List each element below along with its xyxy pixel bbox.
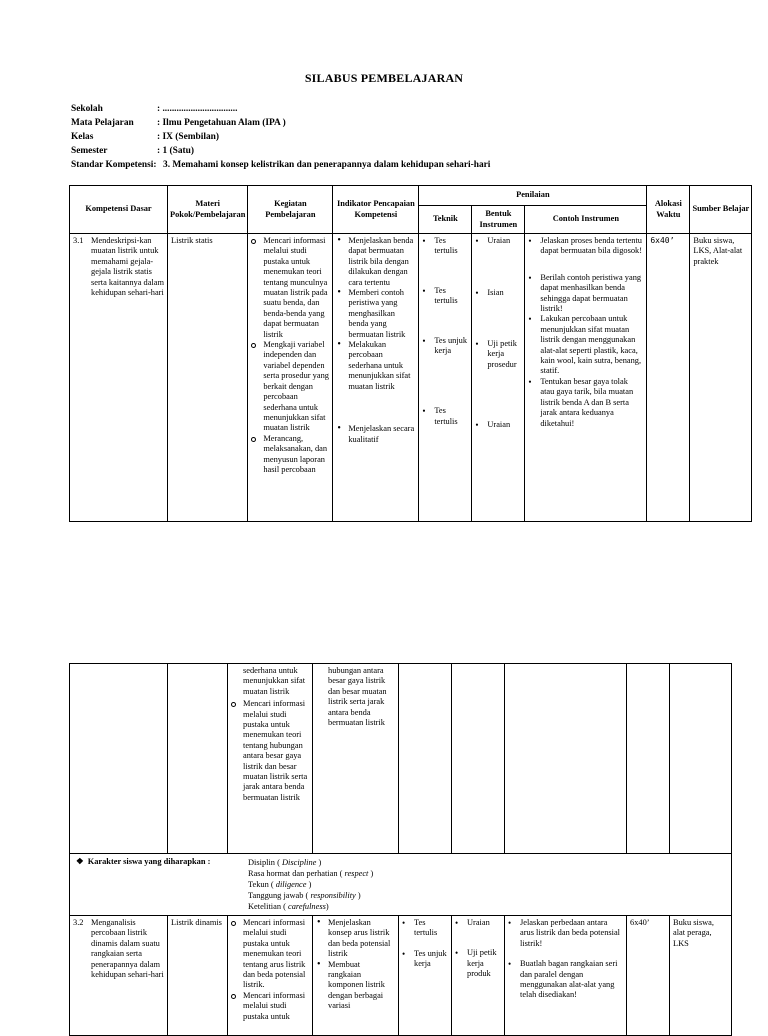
header-teknik: Teknik bbox=[419, 206, 472, 234]
materi-cell: Listrik dinamis bbox=[168, 916, 228, 1036]
meta-value: : ................................ bbox=[157, 104, 238, 114]
list-item: • Uji petik kerja prosedur bbox=[475, 339, 521, 370]
list-item: • Isian bbox=[475, 288, 521, 298]
kd-text: Mendeskripsi-kan muatan listrik untuk memahami gejala-gejala listrik statis serta kaitannya dalam kehidupan sehari-hari bbox=[91, 236, 165, 298]
karakter-label bbox=[76, 857, 248, 912]
list-item: Merancang, melaksanakan, dan menyusun laporan hasil percobaan bbox=[251, 434, 329, 476]
alokasi-cell: 6x40’ bbox=[627, 916, 670, 1036]
list-item: • Tes tertulis bbox=[422, 286, 468, 307]
teknik-cell bbox=[419, 234, 472, 522]
table-row bbox=[70, 916, 732, 1036]
list-item: • Uraian bbox=[475, 236, 521, 246]
karakter-cell bbox=[70, 854, 732, 916]
meta-label: Sekolah bbox=[71, 104, 103, 114]
list-item: Mengkaji variabel independen dan variabel dependen serta prosedur yang berkait dengan percobaan sederhana untuk menunjukkan sifat muatan listrik bbox=[251, 340, 329, 434]
meta-kelas bbox=[71, 130, 751, 144]
karakter-item: Rasa hormat dan perhatian ( respect ) bbox=[248, 869, 374, 878]
kegiatan-cell bbox=[248, 234, 333, 522]
meta-standar bbox=[71, 158, 751, 172]
list-item: • Jelaskan proses benda tertentu dapat bermuatan bila digosok! bbox=[528, 236, 643, 257]
table-row bbox=[70, 664, 732, 854]
header-bentuk: Bentuk Instrumen bbox=[472, 206, 525, 234]
syllabus-table-continued bbox=[69, 663, 732, 1036]
meta-value: : 1 (Satu) bbox=[157, 146, 194, 156]
header-contoh: Contoh Instrumen bbox=[525, 206, 647, 234]
kegiatan-continued: sederhana untuk menunjukkan sifat muatan listrik bbox=[243, 666, 306, 696]
diamond-bullet-icon: ❖ bbox=[76, 857, 84, 866]
header-sumber: Sumber Belajar bbox=[690, 186, 752, 234]
header-indikator: Indikator Pencapaian Kompetensi bbox=[333, 186, 419, 234]
contoh-cell bbox=[505, 664, 627, 854]
meta-label: Kelas bbox=[71, 132, 94, 142]
kd-cell bbox=[70, 916, 168, 1036]
karakter-label-text: Karakter siswa yang diharapkan : bbox=[87, 857, 211, 866]
materi-cell: Listrik statis bbox=[168, 234, 248, 522]
bentuk-cell bbox=[472, 234, 525, 522]
kd-cell bbox=[70, 664, 168, 854]
alokasi-cell bbox=[627, 664, 670, 854]
list-item: • Berilah contoh peristiwa yang dapat menhasilkan benda sehingga dapat bermuatan listrik! bbox=[528, 273, 643, 315]
karakter-item: Tekun ( diligence ) bbox=[248, 880, 312, 889]
document-meta bbox=[71, 102, 751, 172]
list-item: • Tes tertulis bbox=[402, 918, 448, 939]
indikator-continued: hubungan antara besar gaya listrik dan besar muatan listrik serta jarak antara benda bermuatan listrik bbox=[328, 666, 387, 728]
sumber-cell bbox=[670, 664, 732, 854]
list-item: Mencari informasi melalui studi pustaka untuk menemukan teori tentang hubungan antara besar gaya listrik dan besar muatan listrik serta jarak antara benda bermuatan listrik bbox=[231, 699, 309, 803]
header-materi: Materi Pokok/Pembelajaran bbox=[168, 186, 248, 234]
list-item: • Uji petik kerja produk bbox=[455, 948, 501, 979]
header-alokasi: Alokasi Waktu bbox=[647, 186, 690, 234]
page-title: SILABUS PEMBELAJARAN bbox=[304, 71, 464, 85]
meta-semester bbox=[71, 144, 751, 158]
list-item: • Menjelaskan secara kualitatif bbox=[336, 424, 415, 445]
alokasi-cell: 6x40’ bbox=[647, 234, 690, 522]
header-kegiatan: Kegiatan Pembelajaran bbox=[248, 186, 333, 234]
teknik-cell bbox=[399, 664, 452, 854]
list-item: • Uraian bbox=[455, 918, 501, 928]
karakter-list bbox=[248, 857, 373, 912]
list-item: • Menjelaskan konsep arus listrik dan beda potensial listrik bbox=[316, 918, 395, 960]
indikator-cell bbox=[313, 664, 399, 854]
kd-cell bbox=[70, 234, 168, 522]
materi-cell bbox=[168, 664, 228, 854]
kegiatan-cell bbox=[228, 664, 313, 854]
karakter-item: Disiplin ( Discipline ) bbox=[248, 858, 322, 867]
syllabus-table bbox=[69, 185, 752, 522]
list-item: • Tes tertulis bbox=[422, 236, 468, 257]
list-item: • Membuat rangkaian komponen listrik dengan berbagai variasi bbox=[316, 960, 395, 1012]
kd-number: 3.1 bbox=[73, 236, 84, 245]
list-item: • Uraian bbox=[475, 420, 521, 430]
list-item: • Tentukan besar gaya tolak atau gaya tarik, bila muatan listrik benda A dan B serta jarak antara keduanya diketahui! bbox=[528, 377, 643, 429]
karakter-item: Tanggung jawab ( responsibility ) bbox=[248, 891, 361, 900]
list-item: • Jelaskan perbedaan antara arus listrik dan beda potensial listrik! bbox=[508, 918, 623, 949]
bentuk-cell bbox=[452, 916, 505, 1036]
karakter-item: Ketelitian ( carefulness) bbox=[248, 902, 329, 911]
teknik-cell bbox=[399, 916, 452, 1036]
meta-value: : IX (Sembilan) bbox=[157, 132, 219, 142]
list-item: • Melakukan percobaan sederhana untuk menunjukkan sifat muatan listrik bbox=[336, 340, 415, 392]
list-item: • Tes unjuk kerja bbox=[422, 336, 468, 357]
meta-label: Standar Kompetensi: bbox=[71, 160, 157, 170]
kd-text: Menganalisis percobaan listrik dinamis dalam suatu rangkaian serta penerapannya dalam kehidupan sehari-hari bbox=[91, 918, 164, 980]
contoh-cell bbox=[525, 234, 647, 522]
meta-mapel bbox=[71, 116, 751, 130]
meta-label: Semester bbox=[71, 146, 108, 156]
list-item: • Lakukan percobaan untuk menunjukkan sifat muatan listrik dengan menggunakan alat-alat seperti plastik, kaca, kain wool, kain sutra, benang, statif. bbox=[528, 314, 643, 376]
list-item: • Menjelaskan benda dapat bermuatan listrik bila dengan dilakukan dengan cara tertentu bbox=[336, 236, 415, 288]
meta-label: Mata Pelajaran bbox=[71, 118, 134, 128]
list-item: Mencari informasi melalui studi pustaka untuk bbox=[231, 991, 309, 1022]
list-item: • Buatlah bagan rangkaian seri dan paralel dengan menggunakan alat-alat yang telah disediakan! bbox=[508, 959, 623, 1001]
list-item: Mencari informasi melalui studi pustaka untuk menemukan teori tentang munculnya muatan listrik pada suatu benda, dan benda-benda yang dapat bermuatan listrik bbox=[251, 236, 329, 340]
list-item: Mencari informasi melalui studi pustaka untuk menemukan teori tentang arus listrik dan beda potensial listrik. bbox=[231, 918, 309, 991]
sumber-cell: Buku siswa, LKS, Alat-alat praktek bbox=[690, 234, 752, 522]
meta-sekolah bbox=[71, 102, 751, 116]
indikator-cell bbox=[313, 916, 399, 1036]
kd-number: 3.2 bbox=[73, 918, 84, 927]
bentuk-cell bbox=[452, 664, 505, 854]
indikator-cell bbox=[333, 234, 419, 522]
meta-value: 3. Memahami konsep kelistrikan dan penerapannya dalam kehidupan sehari-hari bbox=[163, 160, 491, 170]
list-item: • Tes tertulis bbox=[422, 406, 468, 427]
meta-value: : Ilmu Pengetahuan Alam (IPA ) bbox=[157, 118, 286, 128]
table-row bbox=[70, 234, 752, 522]
karakter-row bbox=[70, 854, 732, 916]
header-kd: Kompetensi Dasar bbox=[70, 186, 168, 234]
list-item: • Memberi contoh peristiwa yang menghasilkan benda yang bermuatan listrik bbox=[336, 288, 415, 340]
header-penilaian: Penilaian bbox=[419, 186, 647, 206]
kegiatan-cell bbox=[228, 916, 313, 1036]
sumber-cell: Buku siswa, alat peraga, LKS bbox=[670, 916, 732, 1036]
list-item: • Tes unjuk kerja bbox=[402, 949, 448, 970]
contoh-cell bbox=[505, 916, 627, 1036]
